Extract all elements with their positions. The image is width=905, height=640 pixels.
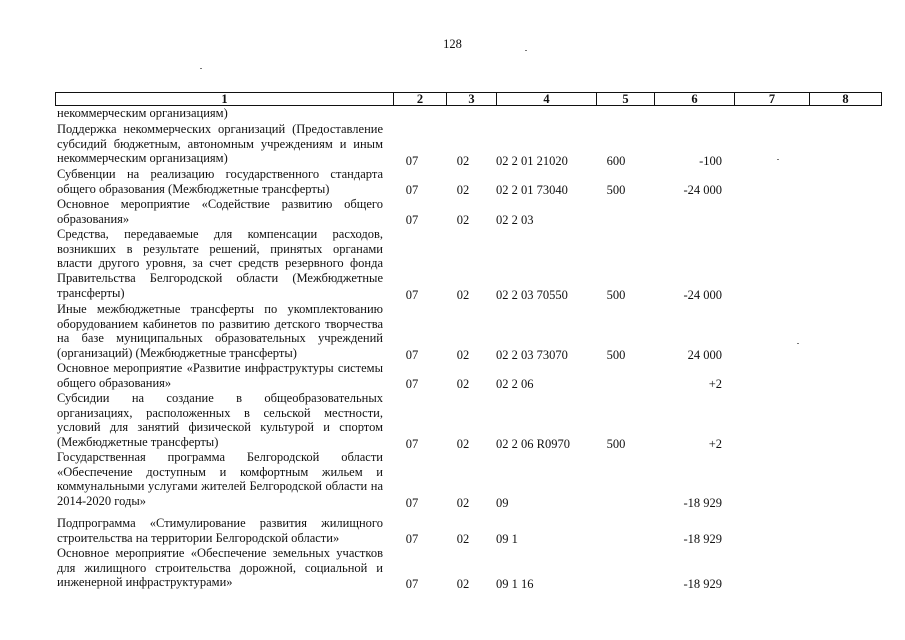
table-row [0,197,905,227]
row-description: Средства, передаваемые для компенсации расходов, возникших в результате решений, принятых органами власти другого уровня, за счет средств резервного фонда Правительства Белгородской области (Межбюджетные трансферты) [57,227,383,300]
header-col-6: 6 [655,93,735,106]
row-target-code: 09 [496,496,509,510]
row-subsection: 02 [456,288,470,302]
row-description: Субсидии на создание в общеобразовательных организациях, расположенных в сельской местности, условий для занятий физической культурой и спортом (Межбюджетные трансферты) [57,391,383,450]
row-description: некоммерческим организациям) [57,106,228,120]
header-col-3: 3 [447,93,497,106]
row-section: 07 [405,348,419,362]
row-subsection: 02 [456,437,470,451]
row-section: 07 [405,377,419,391]
row-target-code: 09 1 16 [496,577,534,591]
row-subsection: 02 [456,348,470,362]
table-row [0,391,905,451]
row-target-code: 02 2 06 [496,377,534,391]
row-description: Основное мероприятие «Обеспечение земельных участков для жилищного строительства дорожной, социальной и инженерной инфраструктурами» [57,546,383,590]
row-description: Субвенции на реализацию государственного стандарта общего образования (Межбюджетные трансферты) [57,167,383,196]
row-amount: -18 929 [683,532,722,546]
row-amount: +2 [708,377,722,391]
row-description: Подпрограмма «Стимулирование развития жилищного строительства на территории Белгородской области» [57,516,383,545]
row-subsection: 02 [456,496,470,510]
row-section: 07 [405,532,419,546]
row-amount: -24 000 [683,183,722,197]
row-target-code: 02 2 01 21020 [496,154,568,168]
row-subsection: 02 [456,154,470,168]
table-row [0,227,905,302]
row-amount: +2 [708,437,722,451]
page-number: 128 [443,37,462,51]
row-amount: -18 929 [683,577,722,591]
table-row [0,106,905,121]
row-description: Государственная программа Белгородской области «Обеспечение доступным и комфортным жильем и коммунальными услугами жителей Белгородской области на 2014-2020 годы» [57,450,383,509]
header-col-2: 2 [394,93,447,106]
scan-speck [797,343,799,344]
row-description: Иные межбюджетные трансферты по укомплектованию оборудованием кабинетов по развитию детского творчества на базе муниципальных образовательных учреждений (организаций) (Межбюджетные трансферты) [57,302,383,361]
row-section: 07 [405,213,419,227]
row-target-code: 02 2 03 70550 [496,288,568,302]
header-col-7: 7 [735,93,810,106]
table-row [0,167,905,197]
row-section: 07 [405,183,419,197]
row-description: Поддержка некоммерческих организаций (Предоставление субсидий бюджетным, автономным учреждениям и иным некоммерческим организациям) [57,122,383,166]
scan-speck [777,159,779,160]
row-section: 07 [405,154,419,168]
row-section: 07 [405,288,419,302]
row-description: Основное мероприятие «Развитие инфраструктуры системы общего образования» [57,361,383,390]
row-target-code: 02 2 03 [496,213,534,227]
row-target-code: 02 2 06 R0970 [496,437,570,451]
row-target-code: 02 2 01 73040 [496,183,568,197]
scan-speck [200,68,202,69]
row-target-code: 09 1 [496,532,518,546]
row-subsection: 02 [456,213,470,227]
row-amount: 24 000 [687,348,722,362]
row-target-code: 02 2 03 73070 [496,348,568,362]
table-row [0,361,905,391]
row-section: 07 [405,437,419,451]
row-subsection: 02 [456,183,470,197]
header-col-5: 5 [597,93,655,106]
row-section: 07 [405,496,419,510]
row-expense-type: 500 [606,348,626,362]
row-amount: -18 929 [683,496,722,510]
row-expense-type: 500 [606,288,626,302]
row-amount: -100 [699,154,722,168]
table-row [0,302,905,362]
table-row [0,122,905,168]
table-row [0,546,905,591]
row-subsection: 02 [456,577,470,591]
header-col-4: 4 [497,93,597,106]
row-description: Основное мероприятие «Содействие развитию общего образования» [57,197,383,226]
row-expense-type: 600 [606,154,626,168]
header-col-8: 8 [810,93,882,106]
table-row [0,450,905,510]
row-expense-type: 500 [606,183,626,197]
row-expense-type: 500 [606,437,626,451]
header-col-1: 1 [56,93,394,106]
table-row [0,516,905,546]
row-section: 07 [405,577,419,591]
row-subsection: 02 [456,532,470,546]
row-subsection: 02 [456,377,470,391]
scan-speck [525,50,527,51]
row-amount: -24 000 [683,288,722,302]
